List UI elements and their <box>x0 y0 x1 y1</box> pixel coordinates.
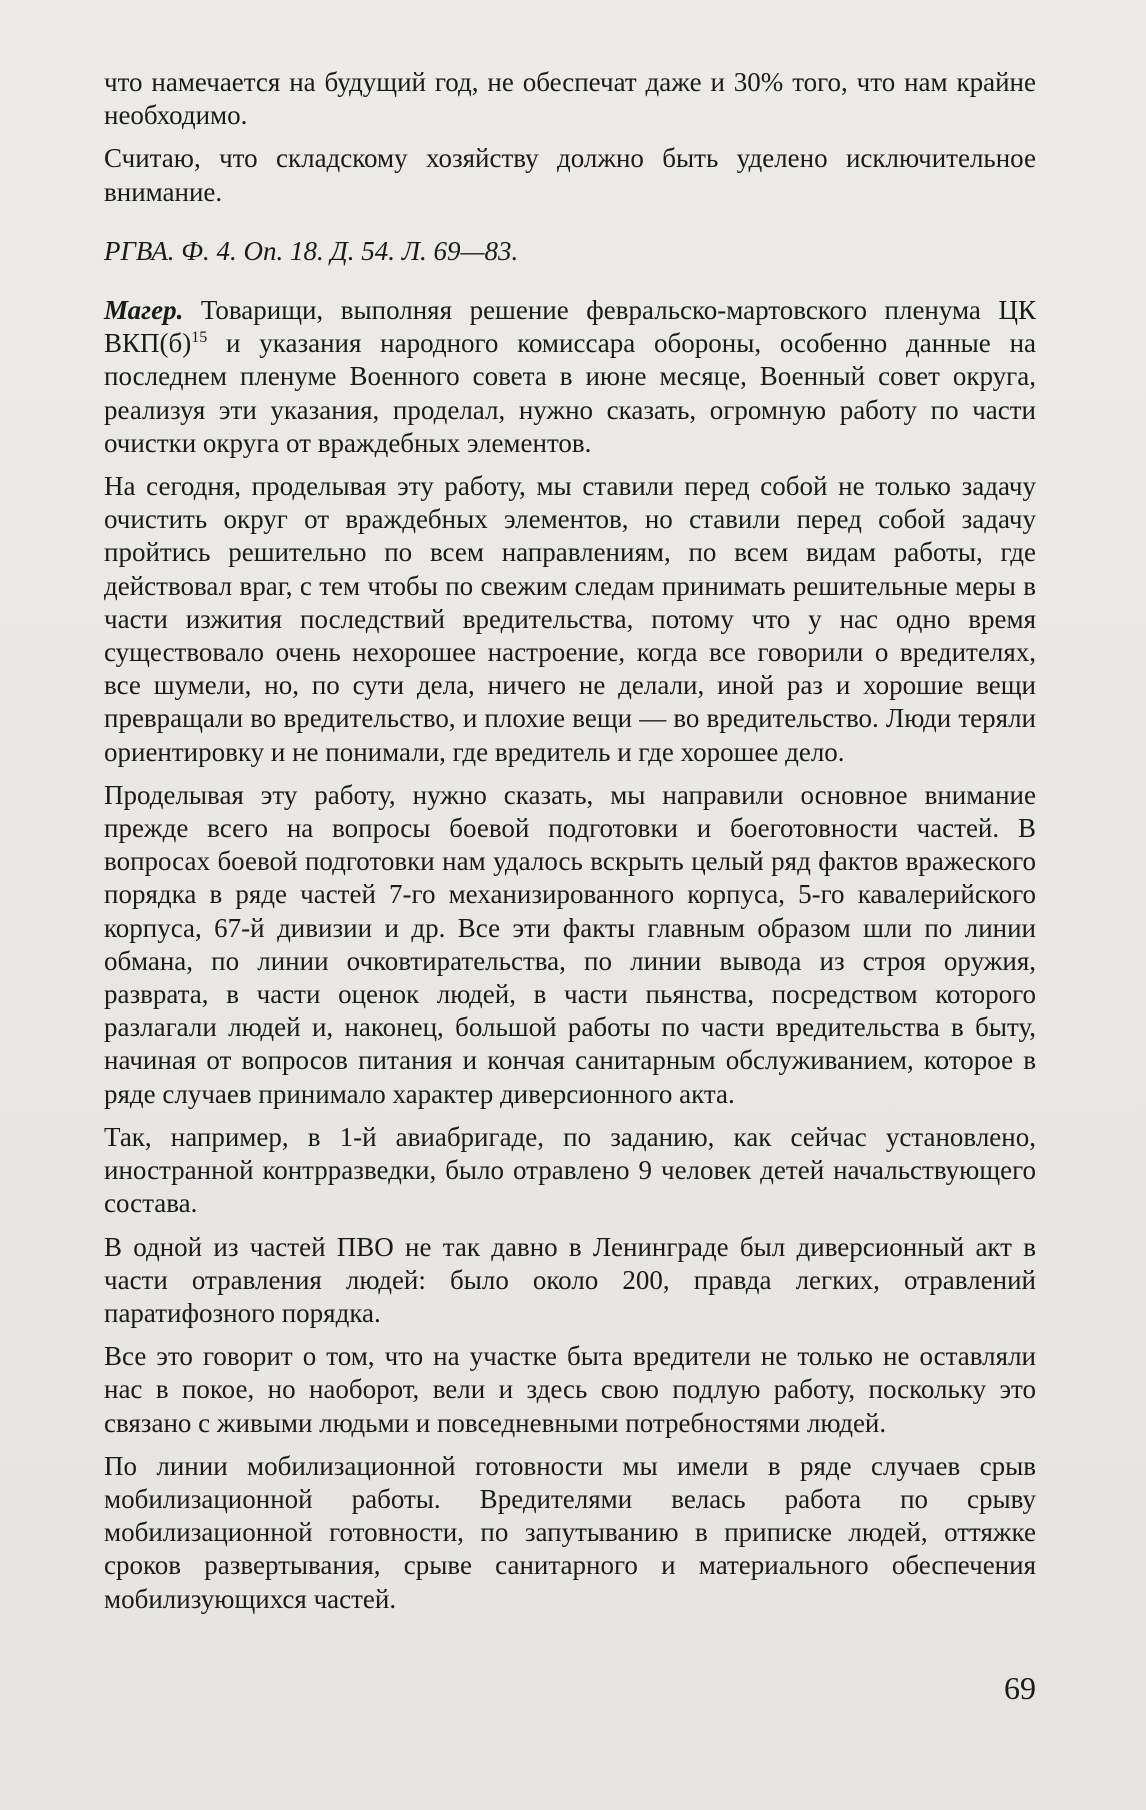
paragraph-body-2: Проделывая эту работу, нужно сказать, мы направили основное внимание прежде всего на вопросы боевой подготовки и боеготовности частей. В вопросах боевой подготовки нам удалось вскрыть целый ряд фактов вражеского порядка в ряде частей 7-го механизированного корпуса, 5-го кавалерийского корпуса, 67-й дивизии и др. Все эти факты главным образом шли по линии обмана, по линии очковтирательства, по линии вывода из строя оружия, разврата, в части оценок людей, в части пьянства, посредством которого разлагали людей и, наконец, большой работы по части вредительства в быту, начиная от вопросов питания и кончая санитарным обслуживанием, которое в ряде случаев принимало характер диверсионного акта. <box>104 779 1036 1109</box>
speech-intro-continuation: и указания народного комиссара обороны, особенно данные на последнем пленуме Военного совета в июне месяце, Военный совет округа, реализуя эти указания, проделал, нужно сказать, огромную работу по части очистки округа от враждебных элементов. <box>104 328 1036 458</box>
page-number: 69 <box>1004 1670 1036 1706</box>
paragraph-warehouse: Считаю, что складскому хозяйству должно быть уделено исключительное внимание. <box>104 143 1036 207</box>
paragraph-body-4: В одной из частей ПВО не так давно в Ленинграде был диверсионный акт в части отравления людей: было около 200, правда легких, отравлений паратифозного порядка. <box>104 1231 1036 1328</box>
footnote-marker: 15 <box>191 329 208 347</box>
paragraph-body-5: Все это говорит о том, что на участке быта вредители не только не оставляли нас в покое, но наоборот, вели и здесь свою подлую работу, поскольку это связано с живыми людьми и повседневными потребностями людей. <box>104 1341 1036 1438</box>
paragraph-body-1: На сегодня, проделывая эту работу, мы ставили перед собой не только задачу очистить округ от враждебных элементов, но ставили перед собой задачу пройтись решительно по всем направлениям, по всем видам работы, где действовал враг, с тем чтобы по свежим следам принимать решительные меры в части изжития последствий вредительства, потому что у нас одно время существовало очень нехорошее настроение, когда все говорили о вредителях, все шумели, но, по сути дела, ничего не делали, иной раз и хорошие вещи превращали во вредительство, и плохие вещи — во вредительство. Люди теряли ориентировку и не понимали, где вредитель и где хорошее дело. <box>104 471 1036 767</box>
speaker-name: Магер. <box>104 295 184 326</box>
paragraph-body-6: По линии мобилизационной готовности мы имели в ряде случаев срыв мобилизационной работы. Вредителями велась работа по срыву мобилизационной готовности, по запутыванию в приписке людей, оттяжке сроков развертывания, срыве санитарного и материального обеспечения мобилизующихся частей. <box>104 1450 1036 1614</box>
paragraph-body-3: Так, например, в 1-й авиабригаде, по заданию, как сейчас установлено, иностранной контрразведки, было отравлено 9 человек детей начальствующего состава. <box>104 1121 1036 1219</box>
speech-intro-paragraph <box>104 294 1036 460</box>
paragraph-continued: что намечается на будущий год, не обеспечат даже и 30% того, что нам крайне необходимо. <box>104 67 1036 131</box>
archive-source-reference: РГВА. Ф. 4. Оп. 18. Д. 54. Л. 69—83. <box>104 235 519 266</box>
speech-intro-text: Товарищи, выполняя решение февральско-мартовского пленума ЦК ВКП(б) <box>104 295 1036 359</box>
page-text-block <box>104 66 1036 1616</box>
